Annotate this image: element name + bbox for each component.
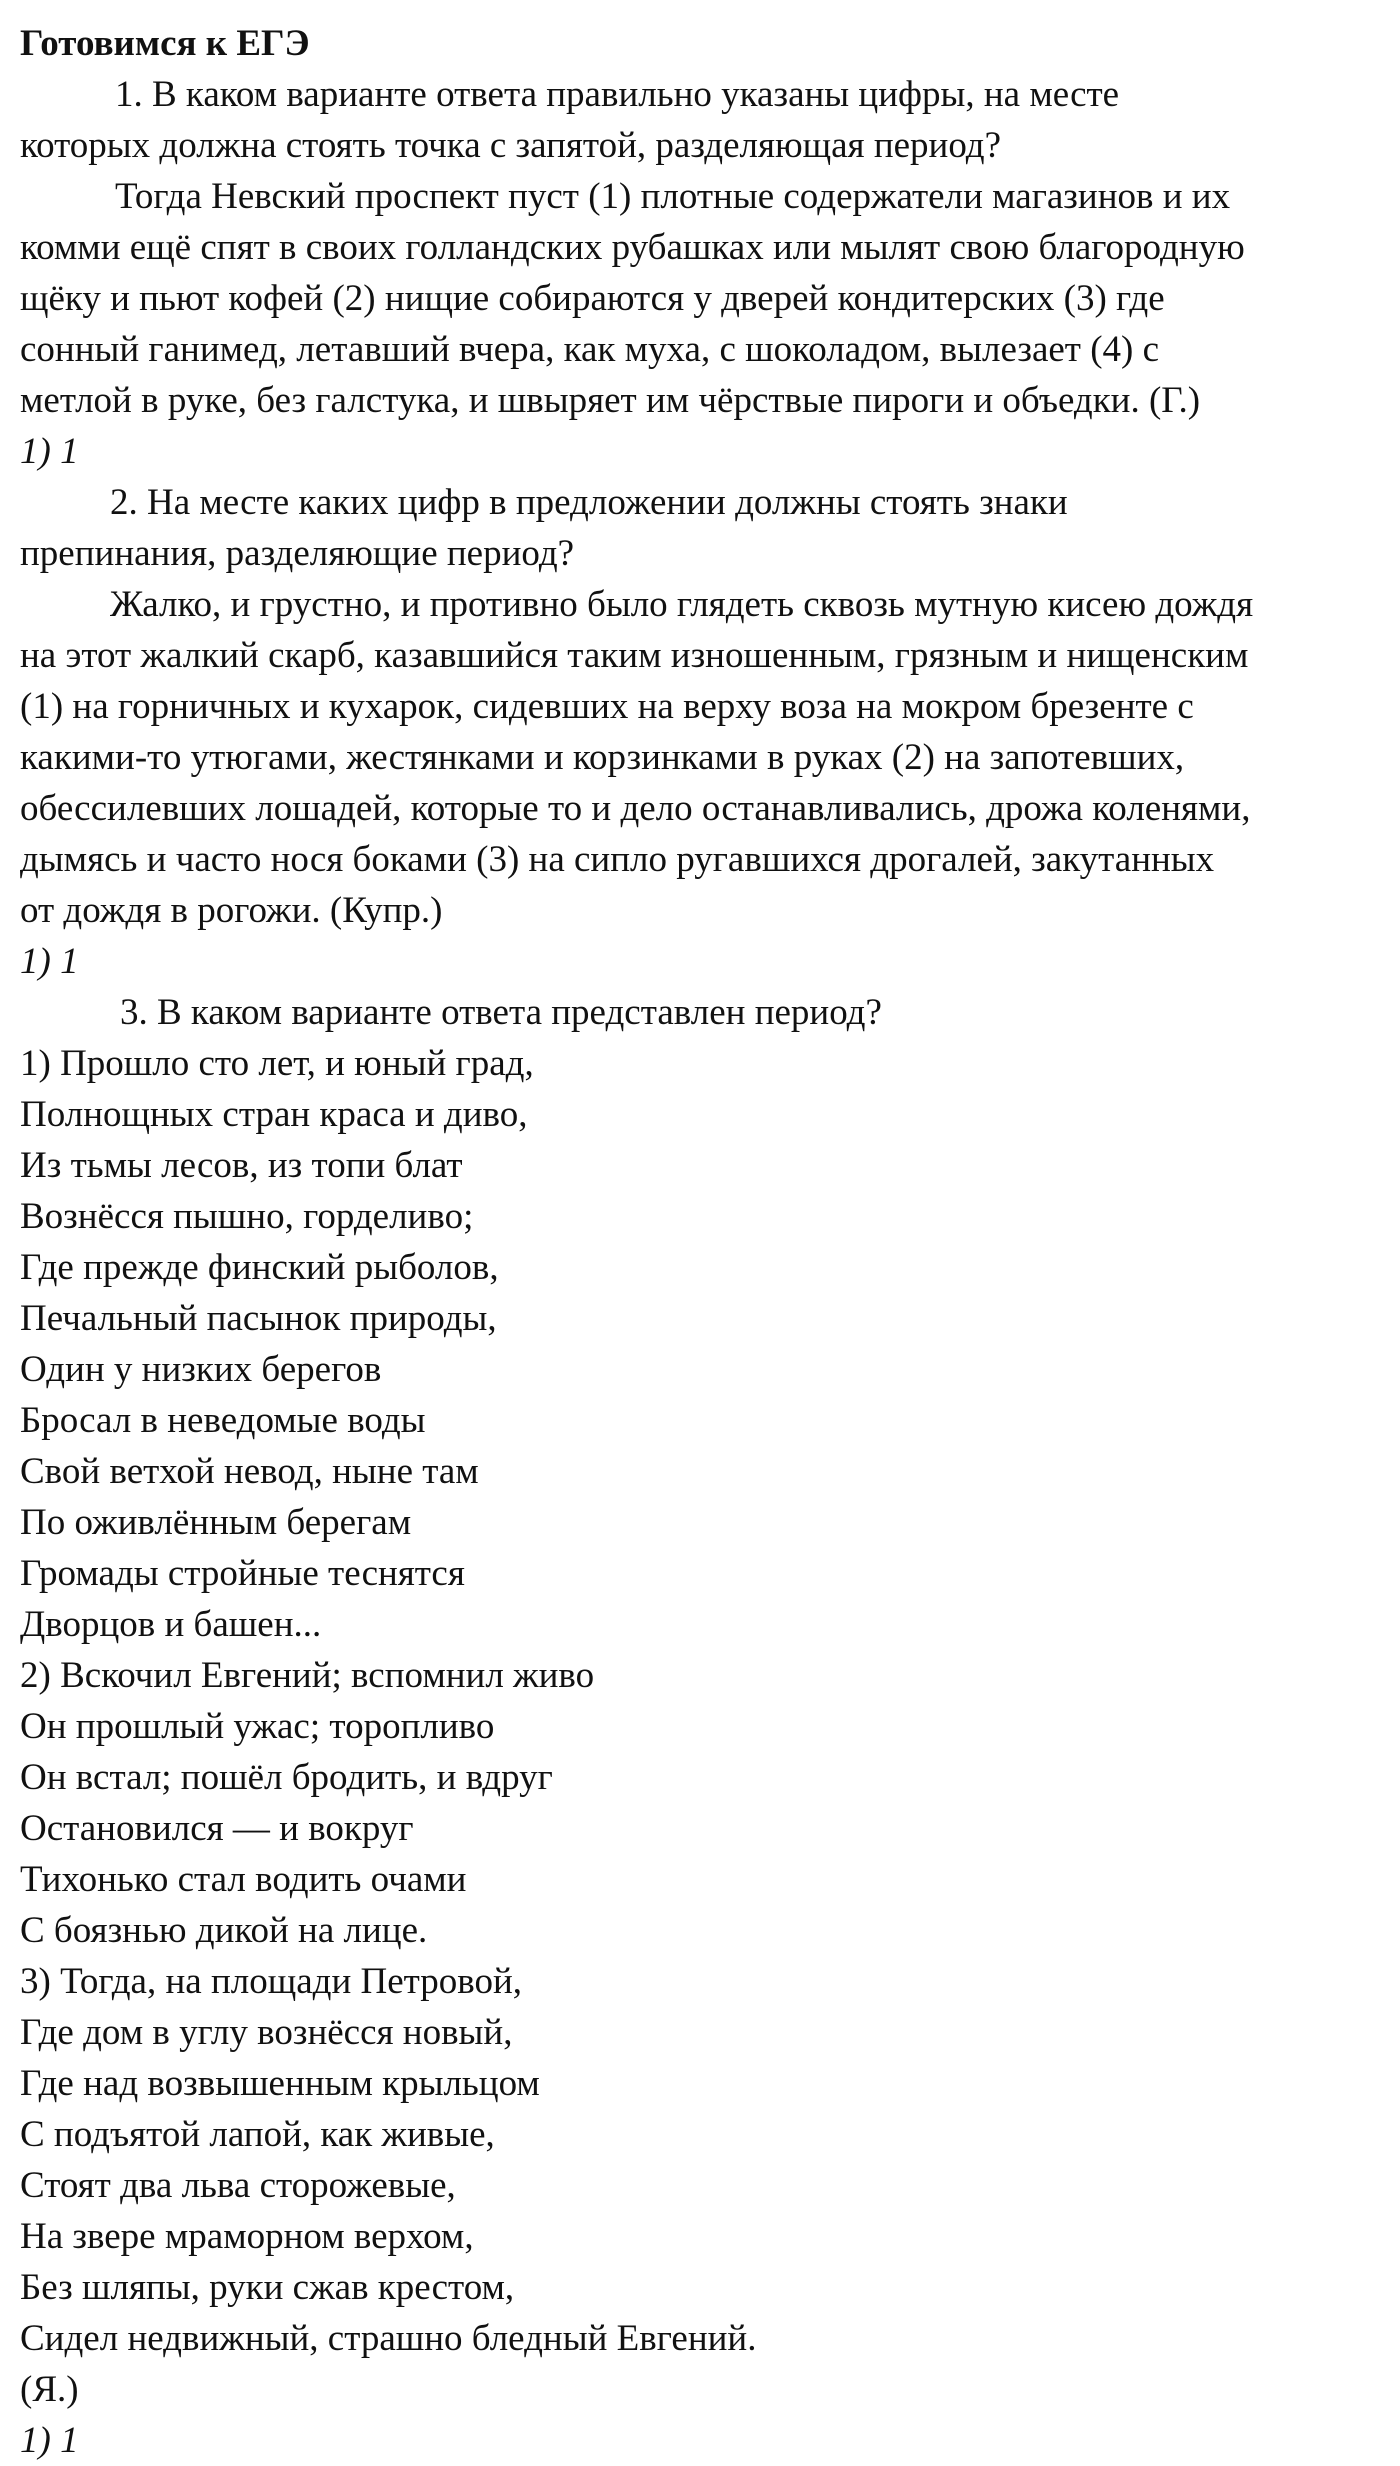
question-3-option-line: Печальный пасынок природы, (20, 1298, 497, 1339)
question-2-passage-line-1: Жалко, и грустно, и противно было глядеть сквозь мутную кисею дождя (110, 584, 1254, 625)
question-3-option-line: Он прошлый ужас; торопливо (20, 1706, 495, 1747)
question-2-text-line-1: 2. На месте каких цифр в предложении должны стоять знаки (110, 482, 1068, 523)
question-2-passage-line-2: на этот жалкий скарб, казавшийся таким изношенным, грязным и нищенским (20, 635, 1249, 676)
question-2-passage-line-7: от дождя в рогожи. (Купр.) (20, 890, 443, 931)
question-3-option-line: Где дом в углу вознёсся новый, (20, 2012, 513, 2053)
question-3-option-line: С подъятой лапой, как живые, (20, 2114, 495, 2155)
question-3-option-line: 1) Прошло сто лет, и юный град, (20, 1043, 534, 1084)
question-1-text-line-2: которых должна стоять точка с запятой, разделяющая период? (20, 125, 1002, 166)
question-3-option-line: Без шляпы, руки сжав крестом, (20, 2267, 515, 2308)
question-3-option-line: (Я.) (20, 2369, 79, 2410)
question-2-passage-line-3: (1) на горничных и кухарок, сидевших на верху воза на мокром брезенте с (20, 686, 1194, 727)
question-2-text-line-2: препинания, разделяющие период? (20, 533, 575, 574)
question-1 (20, 69, 1390, 477)
page-title: Готовимся к ЕГЭ (20, 23, 310, 64)
question-2-passage-line-4: какими-то утюгами, жестянками и корзинками в руках (2) на запотевших, (20, 737, 1185, 778)
question-3-option-line: Стоят два льва сторожевые, (20, 2165, 456, 2206)
question-3-option-line: На звере мраморном верхом, (20, 2216, 474, 2257)
question-3-option-line: Он встал; пошёл бродить, и вдруг (20, 1757, 553, 1798)
question-2-passage-line-6: дымясь и часто нося боками (3) на сипло ругавшихся дрогалей, закутанных (20, 839, 1215, 880)
question-1-answer: 1) 1 (20, 431, 79, 472)
question-3-option-line: Где над возвышенным крыльцом (20, 2063, 540, 2104)
document-page (20, 18, 1390, 2466)
question-3-option-line: Где прежде финский рыболов, (20, 1247, 499, 1288)
question-3-option-line: Свой ветхой невод, ныне там (20, 1451, 479, 1492)
question-3-option-line: Из тьмы лесов, из топи блат (20, 1145, 463, 1186)
question-3-text: 3. В каком варианте ответа представлен период? (120, 992, 882, 1033)
question-1-passage-line-4: сонный ганимед, летавший вчера, как муха, с шоколадом, вылезает (4) с (20, 329, 1160, 370)
question-3-option-line: Дворцов и башен... (20, 1604, 322, 1645)
question-2-answer: 1) 1 (20, 941, 79, 982)
question-3-option-line: 3) Тогда, на площади Петровой, (20, 1961, 523, 2002)
question-3-answer: 1) 1 (20, 2420, 79, 2461)
question-1-passage-line-1: Тогда Невский проспект пуст (1) плотные содержатели магазинов и их (115, 176, 1231, 217)
question-3-option-line: Остановился — и вокруг (20, 1808, 414, 1849)
question-3-option-line: Один у низких берегов (20, 1349, 382, 1390)
question-2 (20, 477, 1390, 987)
question-3-option-line: Тихонько стал водить очами (20, 1859, 467, 1900)
question-3-option-line: Полнощных стран краса и диво, (20, 1094, 528, 1135)
question-1-passage-line-5: метлой в руке, без галстука, и швыряет им чёрствые пироги и объедки. (Г.) (20, 380, 1201, 421)
question-3-option-line: По оживлённым берегам (20, 1502, 412, 1543)
question-3-option-line: Вознёсся пышно, горделиво; (20, 1196, 474, 1237)
question-3-option-line: 2) Вскочил Евгений; вспомнил живо (20, 1655, 595, 1696)
question-2-passage-line-5: обессилевших лошадей, которые то и дело останавливались, дрожа коленями, (20, 788, 1251, 829)
question-3-option-line: Громады стройные теснятся (20, 1553, 465, 1594)
question-3-option-line: С боязнью дикой на лице. (20, 1910, 428, 1951)
question-3-option-line: Сидел недвижный, страшно бледный Евгений. (20, 2318, 757, 2359)
question-1-passage-line-2: комми ещё спят в своих голландских рубашках или мылят свою благородную (20, 227, 1245, 268)
question-3-option-line: Бросал в неведомые воды (20, 1400, 426, 1441)
question-1-text-line-1: 1. В каком варианте ответа правильно указаны цифры, на месте (115, 74, 1120, 115)
question-1-passage-line-3: щёку и пьют кофей (2) нищие собираются у дверей кондитерских (3) где (20, 278, 1165, 319)
question-3 (20, 987, 1390, 2466)
